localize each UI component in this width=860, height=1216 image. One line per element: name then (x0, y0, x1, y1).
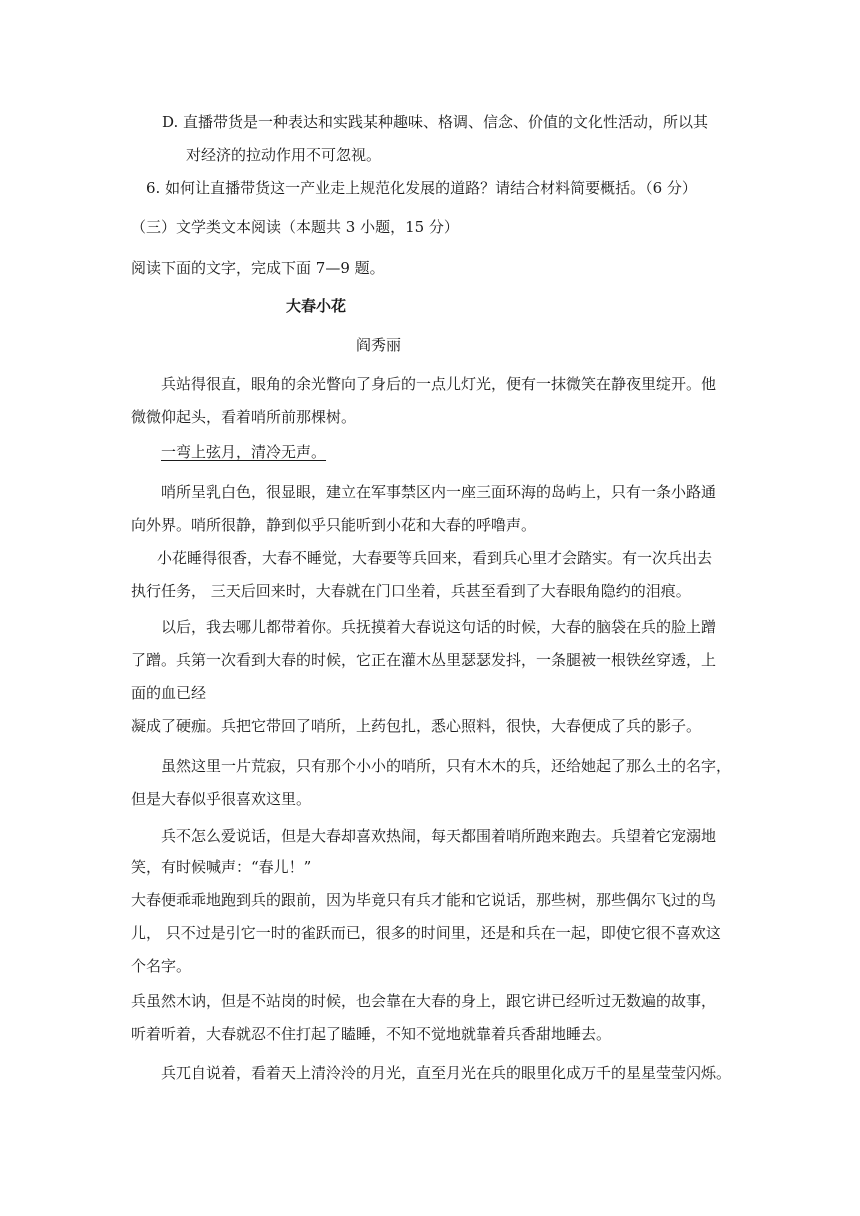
story-line: 哨所呈乳白色，很显眼，建立在军事禁区内一座三面环海的岛屿上，只有一条小路通 (161, 483, 717, 501)
story-line: 微微仰起头，看着哨所前那棵树。 (131, 408, 357, 426)
story-title: 大春小花 (286, 297, 347, 315)
story-line: 兵站得很直，眼角的余光瞥向了身后的一点儿灯光，便有一抹微笑在静夜里绽开。他 (161, 375, 717, 393)
story-line: 虽然这里一片荒寂，只有那个小小的哨所，只有木木的兵，还给她起了那么土的名字， (161, 757, 732, 775)
story-line: 听着听着，大春就忍不住打起了瞌睡，不知不觉地就靠着兵香甜地睡去。 (131, 1025, 612, 1043)
section-heading: （三）文学类文本阅读（本题共 3 小题，15 分） (131, 218, 459, 236)
option-d-line-2: 对经济的拉动作用不可忽视。 (186, 146, 382, 164)
option-d-line-1: D. 直播带货是一种表达和实践某种趣味、格调、信念、价值的文化性活动，所以其 (162, 113, 709, 131)
story-line: 大春便乖乖地跑到兵的跟前，因为毕竟只有兵才能和它说话，那些树，那些偶尔飞过的鸟 (131, 891, 717, 909)
story-line: 凝成了硬痂。兵把它带回了哨所，上药包扎，悉心照料，很快，大春便成了兵的影子。 (131, 717, 702, 735)
story-line: 一弯上弦月，清冷无声。 (161, 443, 327, 461)
story-author: 阎秀丽 (356, 336, 402, 354)
story-line: 个名字。 (131, 957, 192, 975)
story-line: 儿， 只不过是引它一时的雀跃而已，很多的时间里，还是和兵在一起，即使它很不喜欢这 (131, 924, 721, 942)
story-line: 向外界。哨所很静，静到似乎只能听到小花和大春的呼噜声。 (131, 516, 537, 534)
story-line: 兵不怎么爱说话，但是大春却喜欢热闹，每天都围着哨所跑来跑去。兵望着它宠溺地 (161, 827, 717, 845)
story-line: 了蹭。兵第一次看到大春的时候，它正在灌木丛里瑟瑟发抖，一条腿被一根铁丝穿透，上 (131, 651, 717, 669)
story-line: 兵虽然木讷，但是不站岗的时候，也会靠在大春的身上，跟它讲已经听过无数遍的故事， (131, 992, 717, 1010)
story-line: 兵兀自说着，看着天上清泠泠的月光，直至月光在兵的眼里化成万千的星星莹莹闪烁。 (161, 1064, 732, 1082)
story-line: 以后，我去哪儿都带着你。兵抚摸着大春说这句话的时候，大春的脑袋在兵的脸上蹭 (161, 618, 717, 636)
story-line: 小花睡得很香，大春不睡觉，大春要等兵回来，看到兵心里才会踏实。有一次兵出去 (157, 549, 713, 567)
story-line: 面的血已经 (131, 684, 207, 702)
story-line: 笑，有时候喊声：“春儿！” (131, 858, 312, 876)
reading-instruction: 阅读下面的文字，完成下面 7—9 题。 (131, 259, 385, 277)
story-line: 但是大春似乎很喜欢这里。 (131, 790, 312, 808)
story-line: 执行任务， 三天后回来时，大春就在门口坐着，兵甚至看到了大春眼角隐约的泪痕。 (131, 582, 691, 600)
question-6: 6. 如何让直播带货这一产业走上规范化发展的道路？请结合材料简要概括。（6 分） (146, 179, 697, 197)
